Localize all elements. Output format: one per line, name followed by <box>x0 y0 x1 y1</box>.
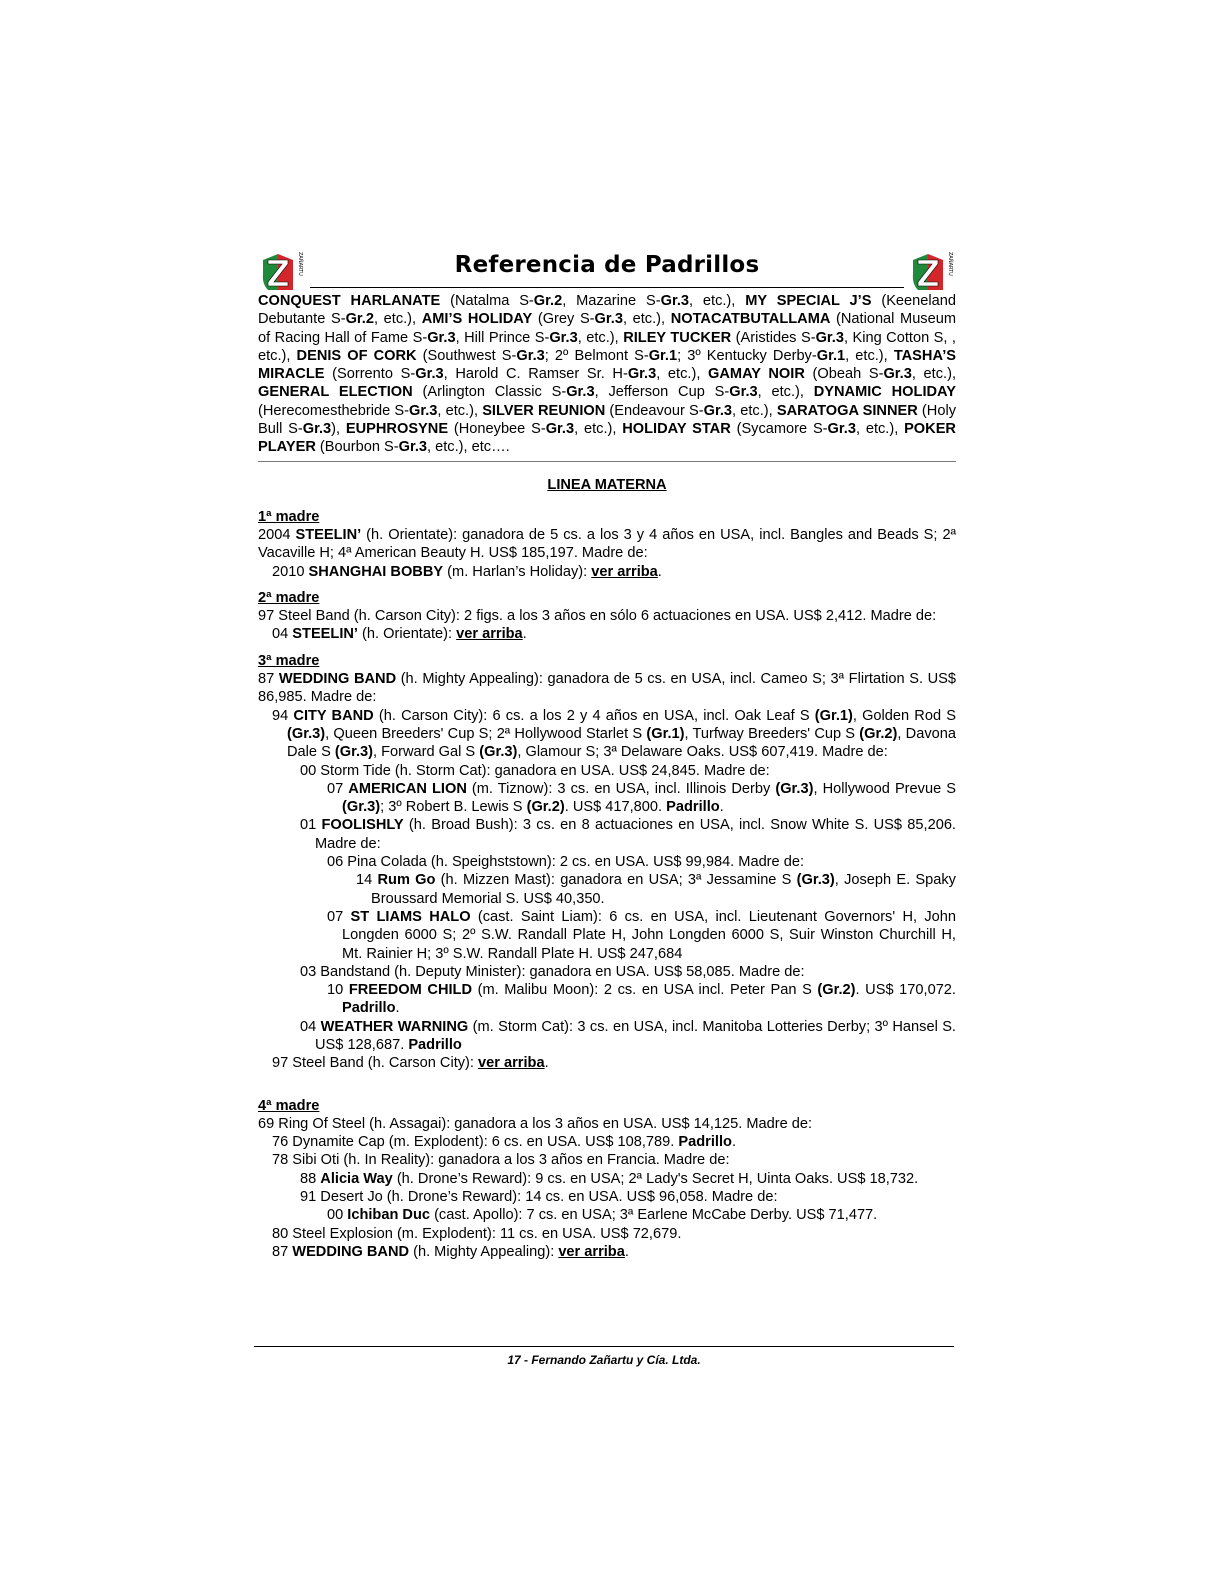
madre-heading: 4ª madre <box>258 1097 320 1114</box>
text: (h. Orientate): <box>357 626 457 643</box>
pedigree-entry <box>258 963 956 981</box>
text: (Natalma S- <box>440 293 534 309</box>
text: . <box>624 1243 629 1260</box>
bold-text: (Gr.2) <box>526 799 565 816</box>
bold-text: Gr.3 <box>549 329 578 346</box>
document-page <box>258 246 956 1261</box>
bold-text: AMERICAN LION <box>348 780 467 797</box>
section-divider <box>258 461 956 462</box>
bold-text: Gr.3 <box>516 347 545 364</box>
bold-text: (Gr.2) <box>817 982 856 999</box>
page-title: Referencia de Padrillos <box>454 252 760 278</box>
bold-text: (Gr.1) <box>646 725 685 742</box>
text: , Mazarine S- <box>562 293 661 309</box>
bold-text: Gr.3 <box>827 421 856 438</box>
pedigree-entry <box>258 670 956 707</box>
cross-reference: ver arriba <box>591 563 658 580</box>
pedigree-entry <box>258 1170 956 1188</box>
text: 80 Steel Explosion (m. Explodent): 11 cs. en USA. US$ 72,679. <box>272 1225 682 1242</box>
logo-side-text: ZAÑARTU <box>297 252 303 276</box>
text: . <box>719 799 724 816</box>
text: (h. Carson City): 6 cs. a los 2 y 4 años en USA, incl. Oak Leaf S <box>373 707 815 724</box>
pedigree-entry <box>258 981 956 1018</box>
pedigree-entry <box>258 625 956 643</box>
text: (m. Storm Cat): 3 cs. en USA, incl. Manitoba Lotteries Derby; 3º Hansel S. US$ 128,687. <box>315 1018 956 1053</box>
pedigree-entry <box>258 1225 956 1243</box>
text: 2010 <box>272 563 309 580</box>
bold-text: Gr.3 <box>415 366 444 383</box>
text: (Holy Bull S- <box>258 402 956 438</box>
text: . <box>731 1134 736 1151</box>
text: 76 Dynamite Cap (m. Explodent): 6 cs. en USA. US$ 108,789. <box>272 1134 679 1151</box>
maternal-line <box>258 508 956 1262</box>
bold-text: Rum Go <box>377 872 436 889</box>
text: , Hollywood Prevue S <box>813 780 956 797</box>
bold-text: Alicia Way <box>320 1170 393 1187</box>
text: 00 Storm Tide (h. Storm Cat): ganadora en USA. US$ 24,845. Madre de: <box>300 762 770 779</box>
bold-text: GENERAL ELECTION <box>258 384 413 401</box>
text: , etc.), <box>577 329 624 346</box>
bold-text: STEELIN’ <box>295 526 362 543</box>
text: . <box>544 1055 549 1072</box>
text: (Bourbon S- <box>315 439 399 456</box>
bold-text: CITY BAND <box>293 707 374 724</box>
bold-text: Gr.3 <box>703 402 733 419</box>
bold-text: ST LIAMS HALO <box>350 908 471 925</box>
bold-text: AMI’S HOLIDAY <box>421 311 533 328</box>
bold-text: Gr.3 <box>302 421 332 438</box>
title-underline <box>310 287 904 288</box>
pedigree-entry <box>258 1054 956 1072</box>
bold-text: Gr.3 <box>545 421 575 438</box>
pedigree-entry <box>258 563 956 581</box>
text: ), <box>331 421 346 438</box>
bold-text: HOLIDAY STAR <box>622 421 731 438</box>
text: 2004 <box>258 526 296 543</box>
brand-logo-left <box>258 246 306 292</box>
cross-reference: ver arriba <box>478 1055 545 1072</box>
bold-text: STEELIN’ <box>292 626 358 643</box>
pedigree-entry <box>258 762 956 780</box>
bold-text: Gr.3 <box>729 384 758 401</box>
pedigree-entry <box>258 1133 956 1151</box>
bold-text: (Gr.1) <box>814 707 853 724</box>
text: 97 Steel Band (h. Carson City): <box>272 1055 479 1072</box>
cross-reference: ver arriba <box>456 626 523 643</box>
text: 01 <box>300 817 322 834</box>
text: 78 Sibi Oti (h. In Reality): ganadora a los 3 años en Francia. Madre de: <box>272 1152 730 1169</box>
text: 94 <box>272 707 294 724</box>
text: (Arlington Classic S- <box>412 384 567 401</box>
brand-logo-right <box>908 246 956 292</box>
bold-text: Ichiban Duc <box>347 1207 431 1224</box>
text: 04 <box>272 626 293 643</box>
text: 87 <box>258 671 279 688</box>
text: (m. Harlan’s Holiday): <box>443 563 592 580</box>
text: (h. Mizzen Mast): ganadora en USA; 3ª Jessamine S <box>435 872 797 889</box>
bold-text: Gr.3 <box>594 311 623 328</box>
text: , Davona Dale S <box>287 725 956 761</box>
text: 07 <box>327 780 349 797</box>
bold-text: RILEY TUCKER <box>623 329 732 346</box>
text: , Glamour S; 3ª Delaware Oaks. US$ 607,419. Madre de: <box>517 744 888 761</box>
text: (Herecomesthebride S- <box>258 402 409 419</box>
text: ; 3º Robert B. Lewis S <box>380 799 527 816</box>
text: (Sorrento S- <box>324 366 416 383</box>
text: (Endeavour S- <box>605 402 704 419</box>
bold-text: POKER PLAYER <box>258 421 956 456</box>
text: 91 Desert Jo (h. Drone’s Reward): 14 cs. en USA. US$ 96,058. Madre de: <box>300 1189 778 1206</box>
bold-text: Gr.3 <box>627 366 657 383</box>
text: , Joseph E. Spaky Broussard Memorial S. US$ 40,350. <box>371 872 956 907</box>
text: , Queen Breeders' Cup S; 2ª Hollywood Starlet S <box>325 725 647 742</box>
bold-text: WEDDING BAND <box>278 671 397 688</box>
text: , etc.), <box>911 366 956 383</box>
text: (Honeybee S- <box>448 421 546 438</box>
text: , Jefferson Cup S- <box>594 384 730 401</box>
text: , etc.), <box>845 347 894 364</box>
text: , etc.), <box>732 402 777 419</box>
stallion-progeny-paragraph <box>258 292 956 457</box>
pedigree-entry <box>258 526 956 563</box>
text: (h. Drone’s Reward): 9 cs. en USA; 2ª Lady's Secret H, Uinta Oaks. US$ 18,732. <box>392 1170 919 1187</box>
bold-text: Gr.3 <box>883 366 912 383</box>
bold-text: GAMAY NOIR <box>708 366 805 383</box>
text: , etc.), <box>656 366 709 383</box>
text: (h. Mighty Appealing): ganadora de 5 cs. en USA, incl. Cameo S; 3ª Flirtation S. US$ 86,985. Madre de: <box>258 671 956 706</box>
text: 00 <box>327 1207 348 1224</box>
text: (m. Tiznow): 3 cs. en USA, incl. Illinois Derby <box>466 780 776 797</box>
page-header <box>258 246 956 292</box>
text: , etc.), <box>574 421 623 438</box>
text: (Southwest S- <box>416 347 517 364</box>
text: , etc.), <box>855 421 905 438</box>
text: 03 Bandstand (h. Deputy Minister): ganadora en USA. US$ 58,085. Madre de: <box>300 963 805 980</box>
text: . <box>522 626 527 643</box>
text: . US$ 417,800. <box>564 799 667 816</box>
text: (cast. Apollo): 7 cs. en USA; 3ª Earlene McCabe Derby. US$ 71,477. <box>430 1207 878 1224</box>
bold-text: CONQUEST HARLANATE <box>258 293 441 309</box>
bold-text: SARATOGA SINNER <box>776 402 918 419</box>
bold-text: Gr.3 <box>815 329 844 346</box>
bold-text: MY SPECIAL J’S <box>745 293 872 309</box>
text: 87 <box>272 1243 293 1260</box>
text: , Golden Rod S <box>852 707 956 724</box>
pedigree-entry <box>258 1206 956 1224</box>
bold-text: (Gr.3) <box>796 872 835 889</box>
text: , Hill Prince S- <box>455 329 550 346</box>
text: , etc.), <box>689 293 746 309</box>
bold-text: EUPHROSYNE <box>345 421 449 438</box>
text: , etc.), <box>437 402 483 419</box>
text: (m. Malibu Moon): 2 cs. en USA incl. Peter Pan S <box>472 982 818 999</box>
bold-text: (Gr.2) <box>859 725 898 742</box>
text: , Harold C. Ramser Sr. H- <box>443 366 628 383</box>
bold-text: (Gr.3) <box>775 780 814 797</box>
pedigree-entry <box>258 853 956 871</box>
bold-text: FOOLISHLY <box>321 817 404 834</box>
pedigree-entry <box>258 1188 956 1206</box>
bold-text: (Gr.3) <box>334 744 373 761</box>
bold-text: Padrillo <box>666 799 720 816</box>
bold-text: Padrillo <box>342 1000 396 1017</box>
text: . <box>657 563 662 580</box>
text: , etc.), etc…. <box>427 439 510 456</box>
text: 06 Pina Colada (h. Speighststown): 2 cs. en USA. US$ 99,984. Madre de: <box>327 854 804 871</box>
bold-text: Gr.1 <box>648 347 678 364</box>
text: 07 <box>327 908 351 925</box>
page-footer: 17 - Fernando Zañartu y Cía. Ltda. <box>254 1346 954 1367</box>
madre-heading: 2ª madre <box>258 589 320 606</box>
text: (Grey S- <box>532 311 595 328</box>
pedigree-entry <box>258 1018 956 1055</box>
pedigree-entry <box>258 1243 956 1261</box>
bold-text: DENIS OF CORK <box>296 347 417 364</box>
text: (Sycamore S- <box>730 421 828 438</box>
pedigree-entry <box>258 908 956 963</box>
pedigree-entry <box>258 780 956 817</box>
text: 88 <box>300 1170 321 1187</box>
bold-text: WEDDING BAND <box>292 1243 410 1260</box>
text: , Forward Gal S <box>372 744 480 761</box>
text: (h. Orientate): ganadora de 5 cs. a los 3 y 4 años en USA, incl. Bangles and Beads S; 2ª Vacaville H; 4ª American Beauty H. US$ 185,197. Madre de: <box>258 526 956 562</box>
pedigree-entry <box>258 816 956 853</box>
text: (National Museum of Racing Hall of Fame S- <box>258 311 956 346</box>
pedigree-entry <box>258 707 956 762</box>
bold-text: WEATHER WARNING <box>320 1018 469 1035</box>
text: , etc.), <box>622 311 671 328</box>
logo-side-text: ZAÑARTU <box>947 252 953 276</box>
text: ; 2º Belmont S- <box>544 347 649 364</box>
madre-heading: 3ª madre <box>258 652 320 669</box>
text: 10 <box>327 982 349 999</box>
text: , etc.), <box>757 384 814 401</box>
cross-reference: ver arriba <box>558 1243 625 1260</box>
text: 69 Ring Of Steel (h. Assagai): ganadora a los 3 años en USA. US$ 14,125. Madre de: <box>258 1115 813 1132</box>
bold-text: NOTACATBUTALLAMA <box>670 311 831 328</box>
bold-text: Gr.1 <box>816 347 846 364</box>
bold-text: SHANGHAI BOBBY <box>308 563 444 580</box>
text: , King Cotton S, , etc.), <box>258 329 956 364</box>
bold-text: Gr.3 <box>566 384 595 401</box>
text: . <box>395 1000 400 1017</box>
bold-text: DYNAMIC HOLIDAY <box>813 384 956 401</box>
bold-text: TASHA’S MIRACLE <box>258 347 956 383</box>
bold-text: (Gr.3) <box>287 725 326 742</box>
bold-text: Gr.2 <box>345 311 374 328</box>
text: (cast. Saint Liam): 6 cs. en USA, incl. Lieutenant Governors' H, John Longden 6000 S; 2º S.W. Randall Plate H, John Longden 6000 S, Suir Winston Churchill H, Mt. Rainier H; 3º S.W. Randall Plate H. US$ 247,684 <box>342 908 956 962</box>
bold-text: FREEDOM CHILD <box>348 982 472 999</box>
text: 97 Steel Band (h. Carson City): 2 figs. a los 3 años en sólo 6 actuaciones en USA. US$ 2,412. Madre de: <box>258 608 937 625</box>
pedigree-entry <box>258 871 956 908</box>
pedigree-entry <box>258 1115 956 1133</box>
bold-text: Gr.3 <box>398 439 428 456</box>
text: (Aristides S- <box>731 329 816 346</box>
bold-text: SILVER REUNION <box>482 402 606 419</box>
section-title: LINEA MATERNA <box>547 476 667 493</box>
bold-text: Gr.2 <box>533 293 563 309</box>
text: (h. Mighty Appealing): <box>409 1243 559 1260</box>
bold-text: (Gr.3) <box>342 799 381 816</box>
bold-text: Padrillo <box>408 1036 462 1053</box>
text: , etc.), <box>373 311 422 328</box>
pedigree-entry <box>258 607 956 625</box>
text: (Keeneland Debutante S- <box>258 293 956 328</box>
text: . US$ 170,072. <box>855 982 956 999</box>
bold-text: Gr.3 <box>427 329 456 346</box>
text: ; 3º Kentucky Derby- <box>677 347 817 364</box>
text: (Obeah S- <box>804 366 884 383</box>
bold-text: Padrillo <box>678 1134 732 1151</box>
bold-text: (Gr.3) <box>479 744 518 761</box>
text: , Turfway Breeders' Cup S <box>684 725 860 742</box>
bold-text: Gr.3 <box>660 293 689 309</box>
pedigree-entry <box>258 1151 956 1169</box>
text: 14 <box>356 872 378 889</box>
madre-heading: 1ª madre <box>258 508 320 525</box>
bold-text: Gr.3 <box>408 402 438 419</box>
text: 04 <box>300 1018 321 1035</box>
text: (h. Broad Bush): 3 cs. en 8 actuaciones en USA, incl. Snow White S. US$ 85,206. Madre de: <box>315 817 956 852</box>
